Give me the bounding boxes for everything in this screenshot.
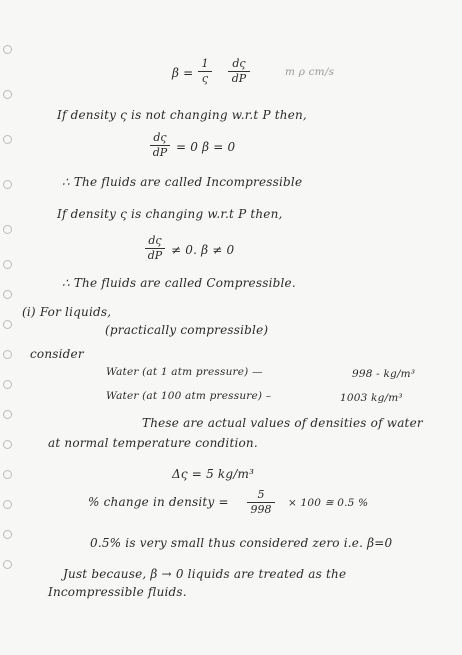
- frac-den: dP: [152, 146, 168, 159]
- percent-change-rhs: × 100 ≅ 0.5 %: [288, 497, 369, 509]
- side-note: m ρ cm/s: [285, 66, 335, 78]
- consider-label: consider: [30, 347, 84, 361]
- frac-den: 998: [250, 503, 272, 516]
- compressible-line: ∴ The fluids are called Compressible.: [62, 276, 296, 290]
- for-liquids-heading: (i) For liquids,: [22, 305, 112, 319]
- actual-values-line-2: at normal temperature condition.: [48, 436, 258, 450]
- frac-num: dς: [153, 131, 167, 144]
- frac-den: dP: [147, 249, 163, 262]
- eq2-rhs: = 0 β = 0: [176, 140, 236, 154]
- liquids-treated-line: Just because, β → 0 liquids are treated as the: [63, 567, 347, 581]
- frac-num: 5: [257, 488, 265, 501]
- actual-values-line-1: These are actual values of densities of water: [142, 416, 423, 430]
- eq3-frac: [145, 235, 165, 262]
- small-considered-zero: 0.5% is very small thus considered zero i.e. β=0: [90, 536, 393, 550]
- water-1atm: Water (at 1 atm pressure) —: [106, 366, 263, 378]
- delta-density: Δς = 5 kg/m³: [172, 467, 255, 481]
- condition-changing: If density ς is changing w.r.t P then,: [57, 207, 283, 221]
- water-100atm-value: 1003 kg/m³: [340, 392, 403, 404]
- frac-num: dς: [148, 234, 162, 247]
- frac-den: dP: [231, 72, 247, 85]
- frac-num: dς: [232, 57, 246, 70]
- water-1atm-value: 998 - kg/m³: [352, 368, 416, 380]
- eq-beta-frac-2: [228, 58, 250, 85]
- percent-change-frac: [247, 489, 275, 516]
- frac-num: 1: [201, 57, 209, 70]
- condition-not-changing: If density ς is not changing w.r.t P then,: [57, 108, 307, 122]
- eq-beta-frac-1: [198, 58, 212, 85]
- incompressible-line: ∴ The fluids are called Incompressible: [62, 175, 303, 189]
- incompressible-fluids: Incompressible fluids.: [48, 585, 187, 599]
- eq2-frac: [150, 132, 170, 159]
- frac-den: ς: [201, 72, 209, 85]
- eq-beta-lhs: β =: [172, 66, 194, 80]
- practically-compressible: (practically compressible): [105, 323, 269, 337]
- eq3-rhs: ≠ 0. β ≠ 0: [171, 243, 235, 257]
- water-100atm: Water (at 100 atm pressure) –: [106, 390, 272, 402]
- percent-change-label: % change in density =: [88, 495, 229, 509]
